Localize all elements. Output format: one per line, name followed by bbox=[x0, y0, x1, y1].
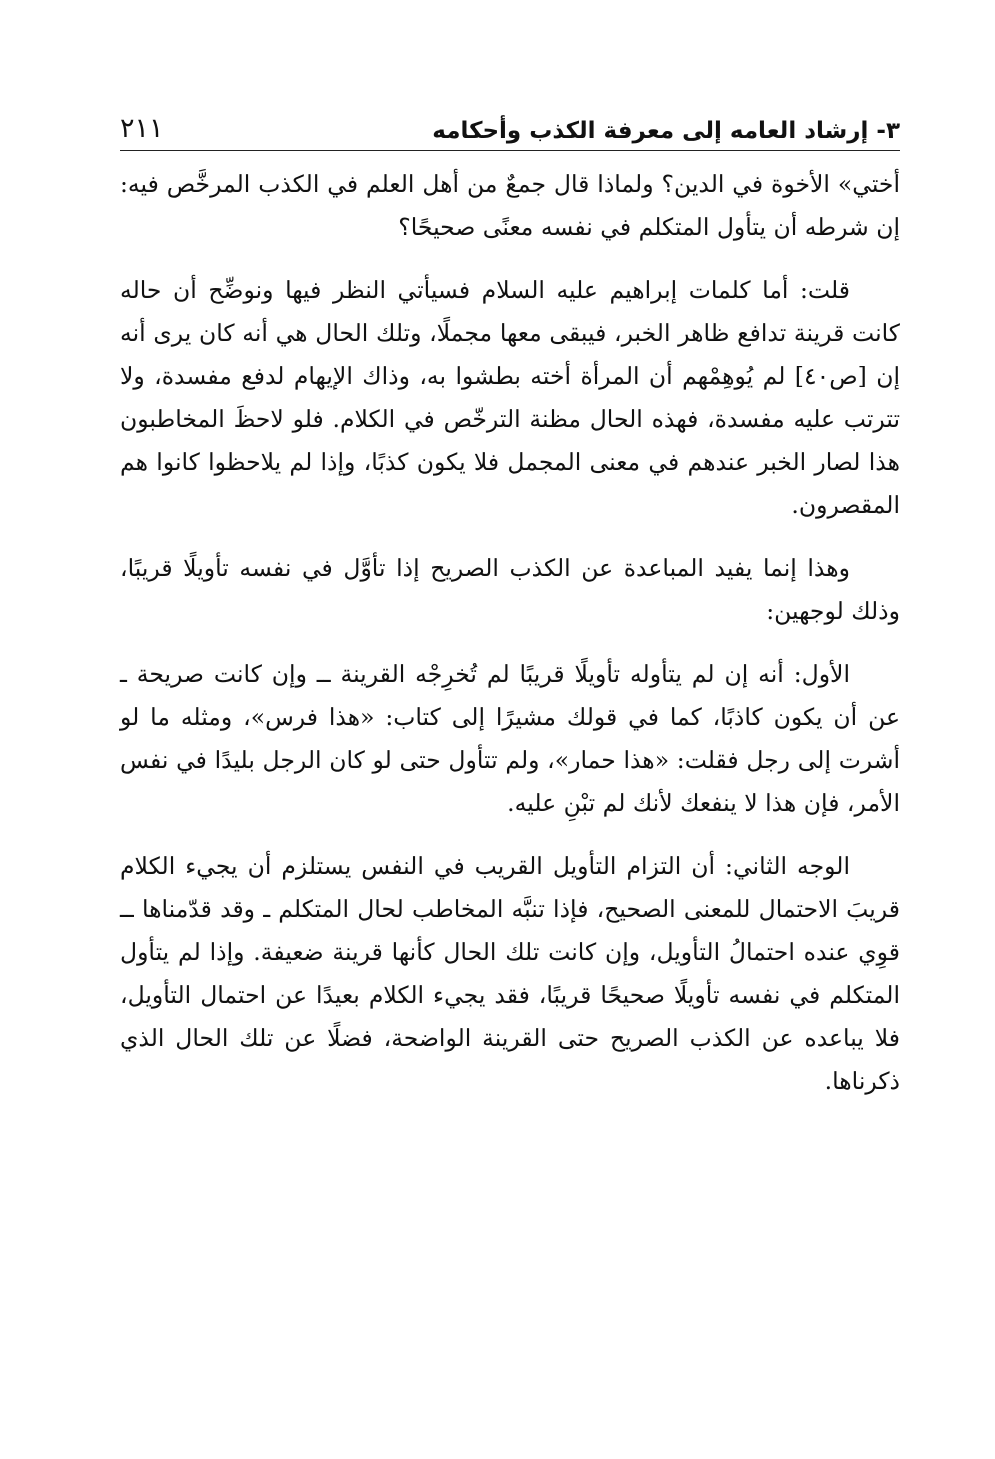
paragraph-second-reason: الوجه الثاني: أن التزام التأويل القريب في النفس يستلزم أن يجيء الكلام قريبَ الاحتمال للمعنى الصحيح، فإذا تنبَّه المخاطب لحال المتكلم ـ وقد قدّمناها ــ قوِي عنده احتمالُ التأويل، وإن كانت تلك الحال كأنها قرينة ضعيفة. وإذا لم يتأول المتكلم في نفسه تأويلًا صحيحًا قريبًا، فقد يجيء الكلام بعيدًا عن احتمال التأويل، فلا يباعده عن الكذب الصريح حتى القرينة الواضحة، فضلًا عن تلك الحال الذي ذكرناها. bbox=[120, 852, 900, 1095]
paragraph-response: قلت: أما كلمات إبراهيم عليه السلام فسيأتي النظر فيها ونوضِّح أن حاله كانت قرينة تدافع ظاهر الخبر، فيبقى معها مجملًا، وتلك الحال هي أنه كان يرى أنه إن [ص٤٠] لم يُوهِمْهم أن المرأة أخته بطشوا به، وذاك الإيهام لدفع مفسدة، ولا تترتب عليه مفسدة، فهذه الحال مظنة الترخّص في الكلام. فلو لاحظَ المخاطبون هذا لصار الخبر عندهم في معنى المجمل فلا يكون كذبًا، وإذا لم يلاحظوا كانوا هم المقصرون. bbox=[120, 276, 900, 519]
paragraph-two-reasons: وهذا إنما يفيد المباعدة عن الكذب الصريح إذا تأوَّل في نفسه تأويلًا قريبًا، وذلك لوجهين: bbox=[120, 554, 900, 625]
book-page bbox=[120, 100, 900, 1103]
body-text bbox=[120, 163, 900, 1103]
paragraph-continuation: أختي» الأخوة في الدين؟ ولماذا قال جمعٌ من أهل العلم في الكذب المرخَّص فيه: إن شرطه أن يتأول المتكلم في نفسه معنًى صحيحًا؟ bbox=[120, 170, 900, 241]
page-number: ٢١١ bbox=[120, 113, 164, 144]
page-header bbox=[120, 100, 900, 151]
running-title: ٣- إرشاد العامه إلى معرفة الكذب وأحكامه bbox=[432, 118, 900, 144]
paragraph-first-reason: الأول: أنه إن لم يتأوله تأويلًا قريبًا لم تُخرِجْه القرينة ــ وإن كانت صريحة ـ عن أن يكون كاذبًا، كما في قولك مشيرًا إلى كتاب: «هذا فرس»، ومثله ما لو أشرت إلى رجل فقلت: «هذا حمار»، ولم تتأول حتى لو كان الرجل بليدًا في نفس الأمر، فإن هذا لا ينفعك لأنك لم تبْنِ عليه. bbox=[120, 660, 900, 817]
